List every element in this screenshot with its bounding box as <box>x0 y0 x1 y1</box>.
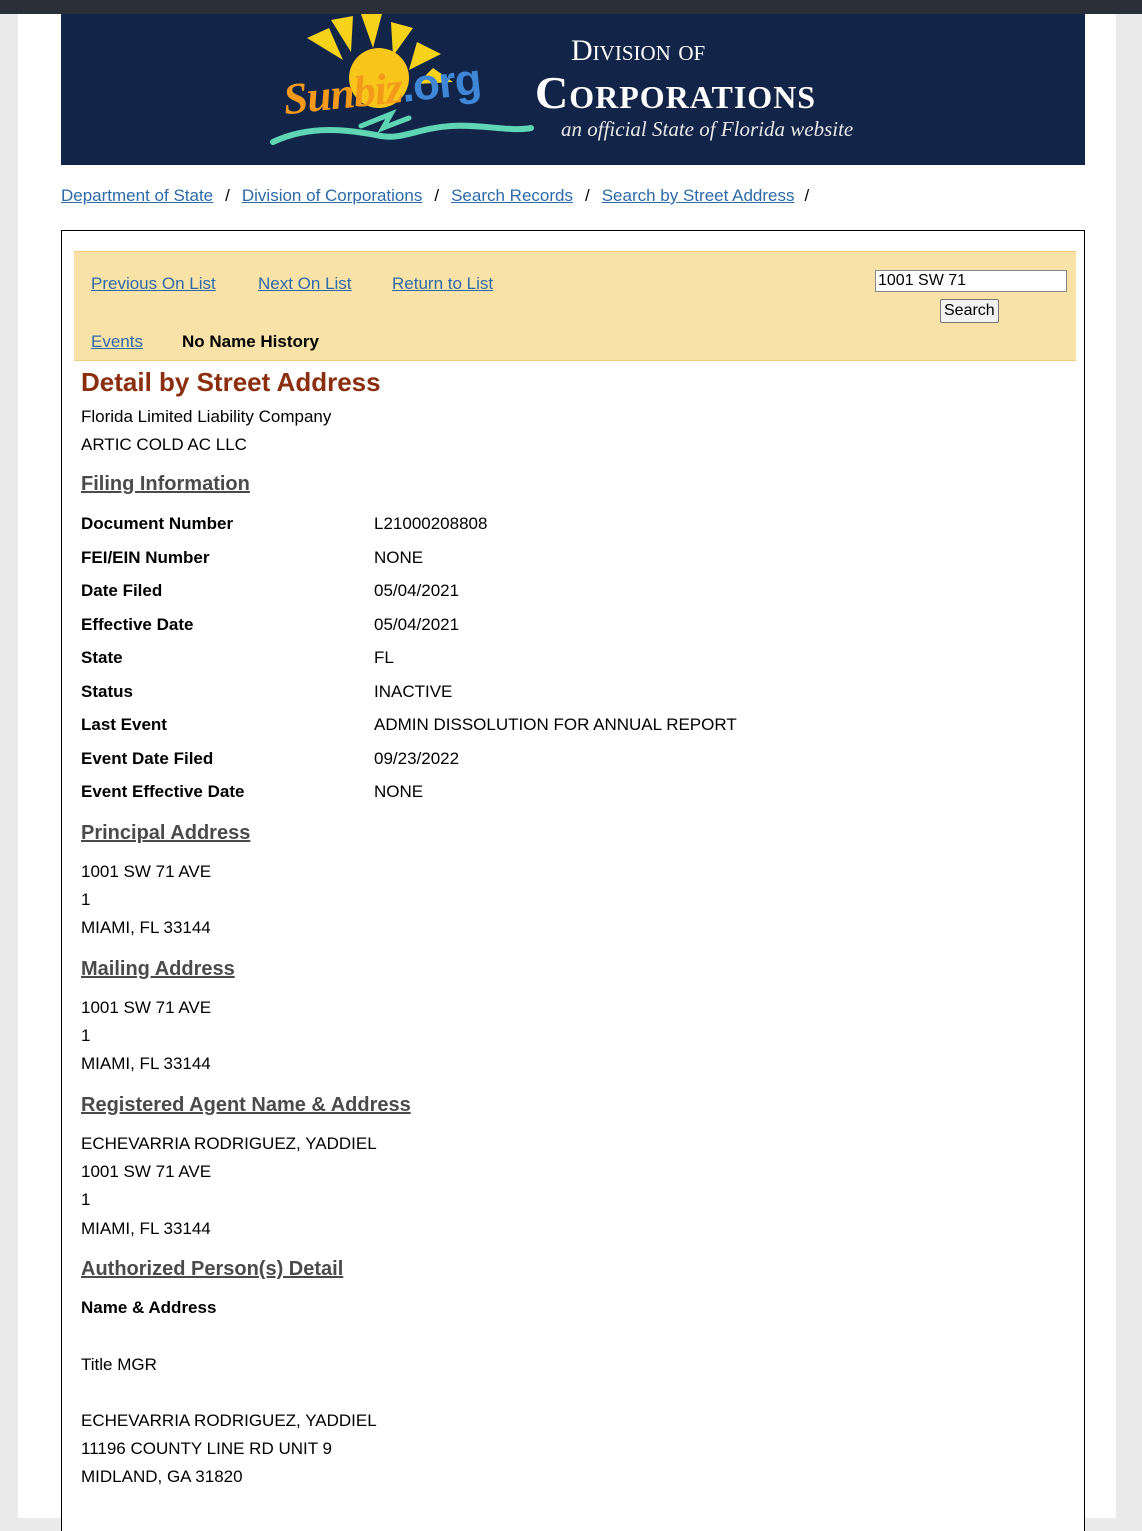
sunbiz-logo-text: Sunbiz.org <box>280 54 483 125</box>
filing-value: FL <box>374 648 394 667</box>
site-banner[interactable] <box>61 14 1085 165</box>
registered-agent-line: 1 <box>81 1190 91 1209</box>
return-to-list-link[interactable]: Return to List <box>392 274 494 293</box>
breadcrumb-division-of-corporations[interactable]: Division of Corporations <box>241 186 423 205</box>
corporations-title: Corporations <box>535 67 817 118</box>
breadcrumb-department-of-state[interactable]: Department of State <box>61 186 214 205</box>
authorized-title: Title MGR <box>81 1355 157 1374</box>
entity-name: ARTIC COLD AC LLC <box>81 435 247 454</box>
filing-label: FEI/EIN Number <box>81 548 210 567</box>
filing-value: NONE <box>374 548 424 567</box>
filing-label: Document Number <box>81 514 234 533</box>
filing-value: 05/04/2021 <box>374 581 460 600</box>
search-input[interactable]: 1001 SW 71 <box>875 270 1067 292</box>
principal-address-line: MIAMI, FL 33144 <box>81 918 211 937</box>
principal-address-line: 1001 SW 71 AVE <box>81 862 212 881</box>
site-tagline: an official State of Florida website <box>561 117 854 141</box>
page-title: Detail by Street Address <box>81 367 381 397</box>
breadcrumb-search-records[interactable]: Search Records <box>451 186 573 205</box>
registered-agent-line: 1001 SW 71 AVE <box>81 1162 212 1181</box>
detail-box <box>61 230 1085 1531</box>
filing-label: Event Effective Date <box>81 782 245 801</box>
filing-value: NONE <box>374 782 424 801</box>
filing-label: Status <box>81 682 133 701</box>
page <box>18 14 1116 1518</box>
breadcrumb-search-by-street-address[interactable]: Search by Street Address <box>601 186 795 205</box>
mailing-address-line: 1001 SW 71 AVE <box>81 998 212 1017</box>
filing-label: State <box>81 648 123 667</box>
filing-value: 05/04/2021 <box>374 615 460 634</box>
filing-value: L21000208808 <box>374 514 488 533</box>
navigation-bar <box>74 251 1076 361</box>
name-history-label: No Name History <box>182 332 319 351</box>
name-and-address-label: Name & Address <box>81 1298 217 1317</box>
authorized-person-line: ECHEVARRIA RODRIGUEZ, YADDIEL <box>81 1411 377 1430</box>
filing-value: INACTIVE <box>374 682 453 701</box>
filing-label: Effective Date <box>81 615 194 634</box>
filing-value: 09/23/2022 <box>374 749 460 768</box>
mailing-address-line: MIAMI, FL 33144 <box>81 1054 211 1073</box>
authorized-person-line: MIDLAND, GA 31820 <box>81 1467 243 1486</box>
filing-information-heading: Filing Information <box>81 473 250 495</box>
mailing-address-line: 1 <box>81 1026 91 1045</box>
events-link[interactable]: Events <box>91 332 143 351</box>
browser-top-strip <box>0 0 1142 14</box>
principal-address-line: 1 <box>81 890 91 909</box>
authorized-persons-heading: Authorized Person(s) Detail <box>81 1258 344 1280</box>
division-of-title: Division of <box>571 34 706 67</box>
filing-value: ADMIN DISSOLUTION FOR ANNUAL REPORT <box>374 715 737 734</box>
registered-agent-line: ECHEVARRIA RODRIGUEZ, YADDIEL <box>81 1134 377 1153</box>
search-button[interactable]: Search <box>940 299 999 323</box>
breadcrumb: Department of State / Division of Corporations / Search Records / Search by Street Address / <box>61 186 810 205</box>
next-on-list-link[interactable]: Next On List <box>258 274 352 293</box>
registered-agent-line: MIAMI, FL 33144 <box>81 1219 211 1238</box>
registered-agent-heading: Registered Agent Name & Address <box>81 1094 411 1116</box>
previous-on-list-link[interactable]: Previous On List <box>91 274 216 293</box>
principal-address-heading: Principal Address <box>81 822 251 844</box>
filing-label: Last Event <box>81 715 167 734</box>
filing-label: Event Date Filed <box>81 749 214 768</box>
mailing-address-heading: Mailing Address <box>81 958 235 980</box>
entity-type: Florida Limited Liability Company <box>81 407 332 426</box>
filing-label: Date Filed <box>81 581 163 600</box>
authorized-person-line: 11196 COUNTY LINE RD UNIT 9 <box>81 1439 332 1458</box>
